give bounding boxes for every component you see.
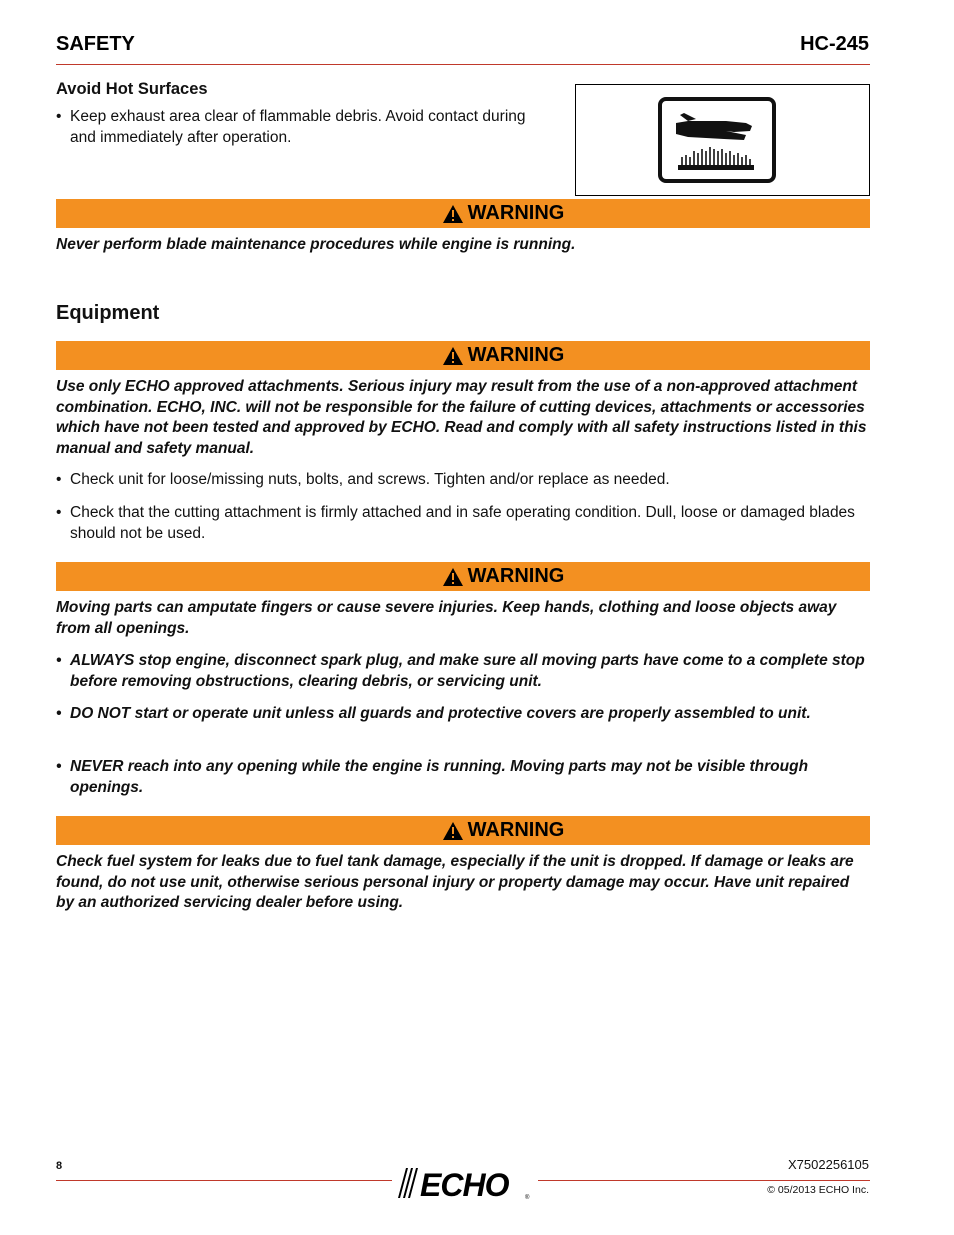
hot-surfaces-heading: Avoid Hot Surfaces [56, 80, 208, 98]
list-item-text: ALWAYS stop engine, disconnect spark plug, and make sure all moving parts have come to a complete stop before removing obstructions, clearing debris, or servicing unit. [70, 652, 865, 690]
warning-label: WARNING [467, 344, 565, 366]
header-divider [56, 64, 870, 65]
hot-surfaces-bullet-text: Keep exhaust area clear of flammable debris. Avoid contact during and immediately after operation. [70, 108, 526, 146]
page-number: 8 [56, 1160, 63, 1172]
echo-logo-text: ECHO [420, 1167, 509, 1201]
warning-banner-3 [56, 562, 870, 591]
copyright: © 05/2013 ECHO Inc. [767, 1184, 869, 1196]
warning-3-text: Moving parts can amputate fingers or cause severe injuries. Keep hands, clothing and loose objects away from all openings. [56, 599, 837, 637]
warning-4-text: Check fuel system for leaks due to fuel tank damage, especially if the unit is dropped. If damage or leaks are found, do not use unit, otherwise serious personal injury or property damage may occur. Have unit repaired by an authorized servicing dealer before using. [56, 853, 854, 911]
list-item: • ALWAYS stop engine, disconnect spark plug, and make sure all moving parts have come to a complete stop before removing obstructions, clearing debris, or servicing unit. [56, 652, 865, 690]
part-number: X7502256105 [788, 1157, 869, 1172]
warning-triangle-icon [442, 346, 464, 366]
list-item: • Check unit for loose/missing nuts, bolts, and screws. Tighten and/or replace as needed. [56, 471, 670, 488]
warning-1-text: Never perform blade maintenance procedures while engine is running. [56, 236, 576, 253]
warning-triangle-icon [442, 204, 464, 224]
footer-divider-left [56, 1180, 392, 1181]
list-item: • Check that the cutting attachment is firmly attached and in safe operating condition. Dull, loose or damaged blades should not be used. [56, 504, 855, 542]
footer-divider-right [538, 1180, 870, 1181]
equipment-heading: Equipment [56, 302, 160, 324]
echo-logo-mark [394, 1163, 536, 1201]
warning-2-text: Use only ECHO approved attachments. Serious injury may result from the use of a non-approved attachment combination. ECHO, INC. will not be responsible for the failure of cutting devices, attachments or accessories which have not been tested and approved by ECHO. Read and comply with all safety instructions listed in this manual and safety manual. [56, 378, 867, 457]
echo-logo [394, 1163, 536, 1201]
hand-over-hot-surface-icon [576, 85, 869, 195]
list-item-text: NEVER reach into any opening while the engine is running. Moving parts may not be visible through openings. [70, 758, 809, 796]
list-item-text: DO NOT start or operate unit unless all guards and protective covers are properly assembled to unit. [70, 705, 811, 722]
section-title: SAFETY [56, 33, 135, 55]
list-item: • NEVER reach into any opening while the engine is running. Moving parts may not be visible through openings. [56, 758, 809, 796]
model-number: HC-245 [800, 33, 869, 55]
warning-banner-4 [56, 816, 870, 845]
warning-banner-2 [56, 341, 870, 370]
warning-label: WARNING [467, 565, 565, 587]
list-item-text: Check that the cutting attachment is firmly attached and in safe operating condition. Dull, loose or damaged blades should not be used. [70, 504, 855, 542]
warning-triangle-icon [442, 821, 464, 841]
svg-text:®: ® [525, 1195, 530, 1201]
list-item: • DO NOT start or operate unit unless all guards and protective covers are properly assembled to unit. [56, 705, 811, 722]
warning-label: WARNING [467, 202, 565, 224]
warning-triangle-icon [442, 567, 464, 587]
hot-surface-pictogram-box [575, 84, 870, 196]
list-item-text: Check unit for loose/missing nuts, bolts, and screws. Tighten and/or replace as needed. [70, 471, 670, 488]
hot-surfaces-bullet: • Keep exhaust area clear of flammable debris. Avoid contact during and immediately after operation. [56, 108, 526, 146]
warning-banner-1 [56, 199, 870, 228]
warning-label: WARNING [467, 819, 565, 841]
